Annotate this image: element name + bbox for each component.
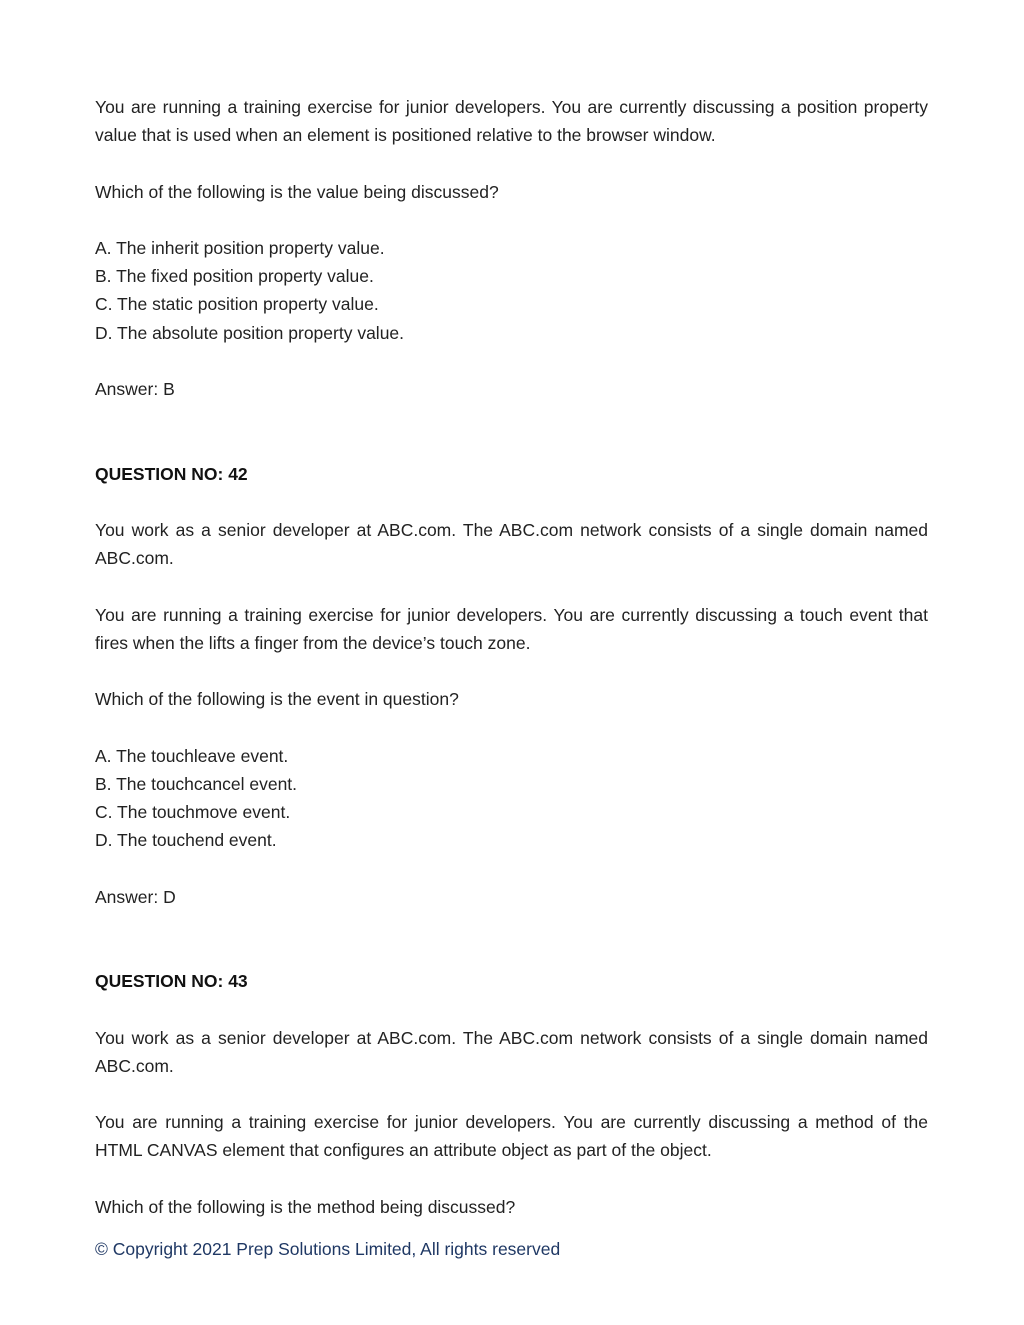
q42-context: You are running a training exercise for junior developers. You are currently discussing a touch event that fires when the lifts a finger from the device’s touch zone. [95,604,928,653]
q41-option-d: D. The absolute position property value. [95,322,405,343]
q42-option-d: D. The touchend event. [95,830,277,851]
q41-question: Which of the following is the value being discussed? [95,181,499,202]
q43-intro: You work as a senior developer at ABC.com. The ABC.com network consists of a single domain named ABC.com. [95,1027,928,1076]
q41-answer: Answer: B [95,378,175,399]
q41-option-b: B. The fixed position property value. [95,266,374,287]
q42-answer: Answer: D [95,886,176,907]
q41-options [95,234,928,347]
q43-question: Which of the following is the method being discussed? [95,1196,516,1217]
document-page [95,93,928,1249]
q42-option-b: B. The touchcancel event. [95,773,298,794]
q41-context: You are running a training exercise for junior developers. You are currently discussing a position property value that is used when an element is positioned relative to the browser window. [95,97,928,146]
q41-option-c: C. The static position property value. [95,294,379,315]
q42-question: Which of the following is the event in question? [95,689,459,710]
q42-option-a: A. The touchleave event. [95,745,289,766]
q42-options [95,742,928,855]
q43-context: You are running a training exercise for junior developers. You are currently discussing a method of the HTML CANVAS element that configures an attribute object as part of the object. [95,1112,928,1161]
q42-intro: You work as a senior developer at ABC.com. The ABC.com network consists of a single domain named ABC.com. [95,519,928,569]
q42-heading: QUESTION NO: 42 [95,463,248,484]
q42-option-c: C. The touchmove event. [95,801,291,822]
q41-option-a: A. The inherit position property value. [95,237,385,258]
copyright-footer: © Copyright 2021 Prep Solutions Limited, All rights reserved [95,1239,561,1259]
q43-heading: QUESTION NO: 43 [95,971,248,992]
